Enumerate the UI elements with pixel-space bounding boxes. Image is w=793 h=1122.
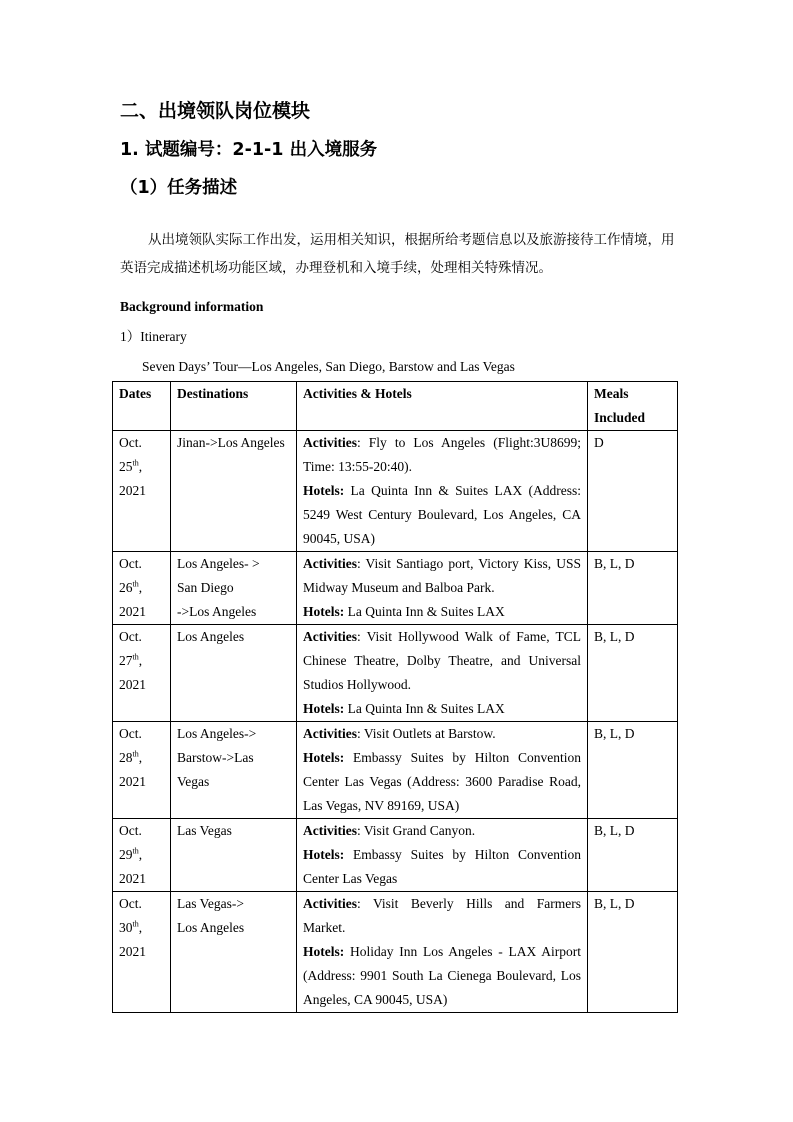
hotels-label: Hotels: xyxy=(303,701,345,716)
destination-cell xyxy=(171,431,297,552)
date-cell: Oct. 29th, 2021 xyxy=(113,819,171,892)
date-month: Oct. xyxy=(119,629,142,644)
activities-line xyxy=(303,819,581,843)
subsection-heading: （1）任务描述 xyxy=(120,178,238,198)
activities-cell xyxy=(297,819,588,892)
activities-label: Activities xyxy=(303,726,357,741)
hotels-label: Hotels: xyxy=(303,750,345,765)
activities-label: Activities xyxy=(303,435,357,450)
date-month: Oct. xyxy=(119,823,142,838)
hotels-line xyxy=(303,697,581,721)
hotels-label: Hotels: xyxy=(303,944,345,959)
destination-line: Los Angeles xyxy=(177,629,245,644)
activities-line xyxy=(303,431,581,479)
activities-line xyxy=(303,625,581,697)
date-suffix: th xyxy=(132,919,139,929)
date-day: 26 xyxy=(119,580,133,595)
destination-line: San Diego xyxy=(177,580,234,595)
destination-line: Los Angeles xyxy=(177,920,245,935)
table-row xyxy=(113,819,678,892)
date-day: 25 xyxy=(119,459,133,474)
meals-cell: B, L, D xyxy=(588,552,678,625)
itinerary-label: 1）Itinerary xyxy=(120,329,187,344)
header-meals-line2: Included xyxy=(594,410,646,425)
destination-line: Las Vegas-> xyxy=(177,896,244,911)
hotels-text: La Quinta Inn & Suites LAX xyxy=(344,701,505,716)
destination-cell xyxy=(171,552,297,625)
destination-cell xyxy=(171,722,297,819)
date-day: 30 xyxy=(119,920,133,935)
date-year: 2021 xyxy=(119,774,146,789)
activities-label: Activities xyxy=(303,629,357,644)
activities-text: : Fly to Los Angeles (Flight:3U8699; Time: 13:55-20:40). xyxy=(303,435,581,474)
meals-cell: B, L, D xyxy=(588,722,678,819)
activities-label: Activities xyxy=(303,896,357,911)
hotels-line xyxy=(303,479,581,551)
hotels-text: Embassy Suites by Hilton Convention Center Las Vegas xyxy=(303,847,581,886)
itinerary-table xyxy=(112,381,678,1013)
meals-cell: B, L, D xyxy=(588,892,678,1013)
table-row xyxy=(113,625,678,722)
destination-line: Jinan->Los Angeles xyxy=(177,435,285,450)
date-suffix: th xyxy=(132,652,139,662)
meals-cell: D xyxy=(588,431,678,552)
activities-text: : Visit Beverly Hills and Farmers Market. xyxy=(303,896,581,935)
date-year: 2021 xyxy=(119,944,146,959)
date-month: Oct. xyxy=(119,435,142,450)
hotels-text: La Quinta Inn & Suites LAX (Address: 5249 West Century Boulevard, Los Angeles, CA 90045, USA) xyxy=(303,483,581,546)
hotels-label: Hotels: xyxy=(303,604,345,619)
destination-line: Las Vegas xyxy=(177,823,232,838)
hotels-text: La Quinta Inn & Suites LAX xyxy=(344,604,505,619)
activities-text: : Visit Grand Canyon. xyxy=(356,823,476,838)
date-day: 28 xyxy=(119,750,133,765)
date-cell: Oct. 26th, 2021 xyxy=(113,552,171,625)
activities-label: Activities xyxy=(303,556,357,571)
date-year: 2021 xyxy=(119,871,146,886)
header-activities: Activities & Hotels xyxy=(297,382,588,431)
hotels-line xyxy=(303,746,581,818)
table-row xyxy=(113,552,678,625)
date-day: 29 xyxy=(119,847,133,862)
page-heading: 二、出境领队岗位模块 xyxy=(120,100,311,122)
activities-cell xyxy=(297,552,588,625)
activities-cell xyxy=(297,892,588,1013)
table-row xyxy=(113,722,678,819)
header-destinations: Destinations xyxy=(171,382,297,431)
activities-line xyxy=(303,892,581,940)
date-cell: Oct. 25th, 2021 xyxy=(113,431,171,552)
destination-cell xyxy=(171,819,297,892)
destination-cell xyxy=(171,892,297,1013)
date-cell: Oct. 30th, 2021 xyxy=(113,892,171,1013)
date-suffix: th xyxy=(132,846,139,856)
activities-line xyxy=(303,552,581,600)
date-cell: Oct. 27th, 2021 xyxy=(113,625,171,722)
hotels-text: Holiday Inn Los Angeles - LAX Airport (Address: 9901 South La Cienega Boulevard, Los Angeles, CA 90045, USA) xyxy=(303,944,581,1007)
meals-cell: B, L, D xyxy=(588,819,678,892)
activities-line xyxy=(303,722,581,746)
table-header-row xyxy=(113,382,678,431)
activities-label: Activities xyxy=(303,823,357,838)
date-suffix: th xyxy=(132,458,139,468)
activities-text: : Visit Outlets at Barstow. xyxy=(356,726,496,741)
header-meals-line1: Meals xyxy=(594,386,629,401)
destination-line: Los Angeles-> xyxy=(177,726,257,741)
date-day: 27 xyxy=(119,653,133,668)
activities-cell xyxy=(297,722,588,819)
destination-line: ->Los Angeles xyxy=(177,604,257,619)
table-row xyxy=(113,431,678,552)
hotels-label: Hotels: xyxy=(303,847,345,862)
date-month: Oct. xyxy=(119,726,142,741)
activities-text: : Visit Hollywood Walk of Fame, TCL Chinese Theatre, Dolby Theatre, and Universal Studios Hollywood. xyxy=(303,629,581,692)
date-suffix: th xyxy=(132,579,139,589)
hotels-line xyxy=(303,843,581,891)
activities-text: : Visit Santiago port, Victory Kiss, USS Midway Museum and Balboa Park. xyxy=(303,556,581,595)
meals-cell: B, L, D xyxy=(588,625,678,722)
destination-line: Barstow->Las xyxy=(177,750,254,765)
date-year: 2021 xyxy=(119,483,146,498)
task-description: 从出境领队实际工作出发，运用相关知识，根据所给考题信息以及旅游接待工作情境，用英语完成描述机场功能区域，办理登机和入境手续，处理相关特殊情况。 xyxy=(120,232,675,276)
date-month: Oct. xyxy=(119,556,142,571)
hotels-label: Hotels: xyxy=(303,483,345,498)
date-year: 2021 xyxy=(119,677,146,692)
activities-cell xyxy=(297,625,588,722)
hotels-line xyxy=(303,940,581,1012)
header-meals xyxy=(588,382,678,431)
date-suffix: th xyxy=(132,749,139,759)
hotels-text: Embassy Suites by Hilton Convention Center Las Vegas (Address: 3600 Paradise Road, Las Vegas, NV 89169, USA) xyxy=(303,750,581,813)
activities-cell xyxy=(297,431,588,552)
destination-line: Vegas xyxy=(177,774,210,789)
date-year: 2021 xyxy=(119,604,146,619)
table-row xyxy=(113,892,678,1013)
date-cell: Oct. 28th, 2021 xyxy=(113,722,171,819)
date-month: Oct. xyxy=(119,896,142,911)
header-dates: Dates xyxy=(113,382,171,431)
section-heading: 1. 试题编号：2-1-1 出入境服务 xyxy=(120,140,378,160)
background-title: Background information xyxy=(120,299,264,314)
hotels-line xyxy=(303,600,581,624)
destination-line: Los Angeles- > xyxy=(177,556,260,571)
table-caption: Seven Days’ Tour—Los Angeles, San Diego, Barstow and Las Vegas xyxy=(142,359,515,374)
destination-cell xyxy=(171,625,297,722)
